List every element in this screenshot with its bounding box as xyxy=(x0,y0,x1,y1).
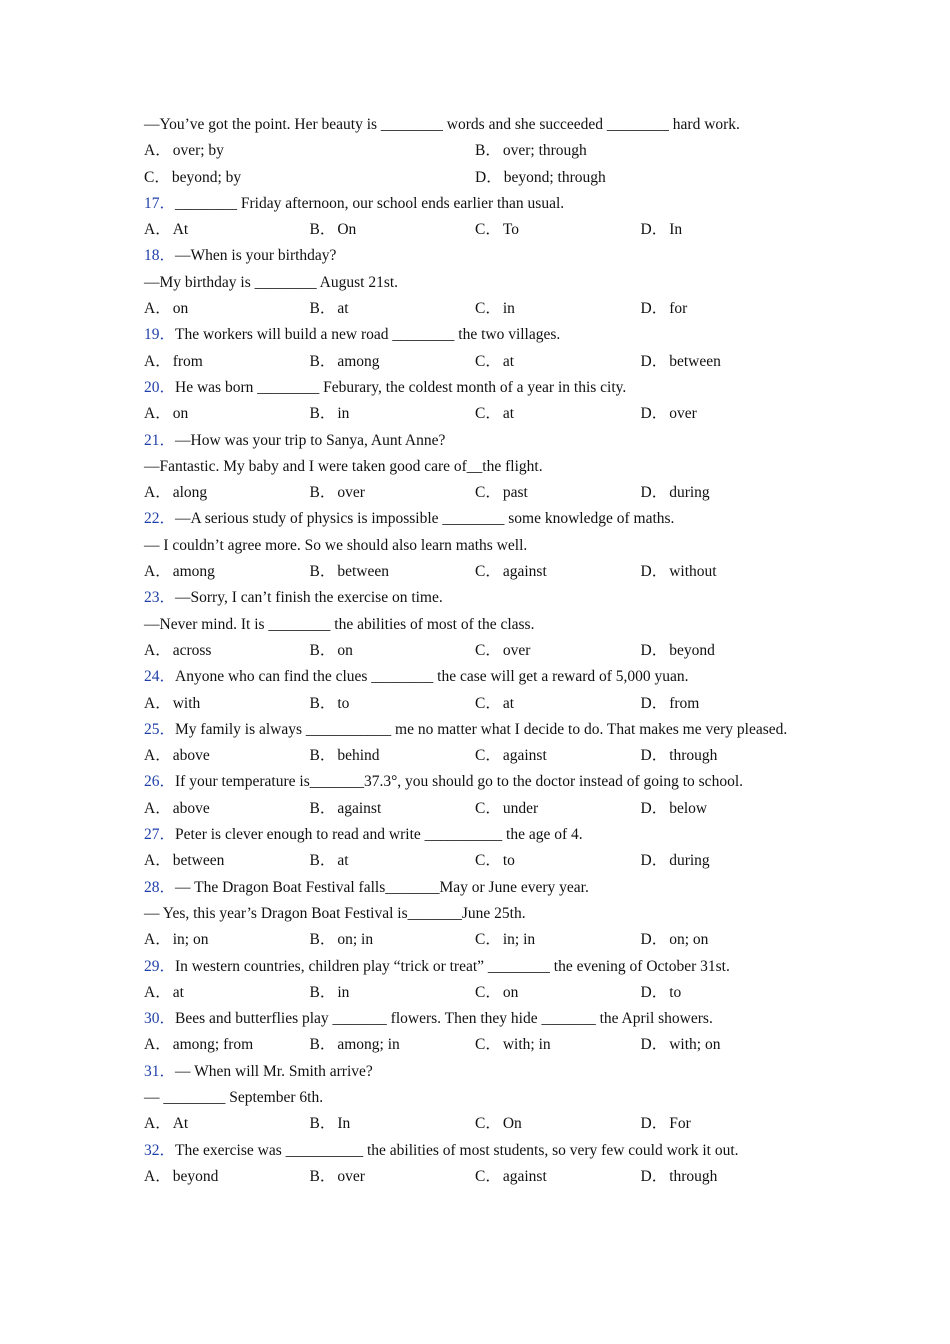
option-text: under xyxy=(502,799,539,817)
option-b xyxy=(310,1164,476,1190)
option-letter: C． xyxy=(475,1036,501,1054)
options-row xyxy=(144,638,824,664)
option-d xyxy=(641,743,807,769)
option-letter: B． xyxy=(309,1115,336,1133)
option-letter: B． xyxy=(309,799,336,817)
option-text: from xyxy=(172,352,203,370)
option-text: to xyxy=(337,694,350,712)
question-text: Bees and butterflies play _______ flowers. Then they hide _______ the April showers. xyxy=(175,1010,713,1028)
option-letter: D． xyxy=(640,1115,668,1133)
option-letter: D． xyxy=(640,694,668,712)
question-block xyxy=(144,1006,824,1059)
option-letter: C． xyxy=(475,221,501,239)
question-stem: —You’ve got the point. Her beauty is ________ words and she succeeded ________ hard work. xyxy=(144,116,740,133)
option-a xyxy=(144,217,310,243)
option-b xyxy=(310,401,476,427)
options-row xyxy=(144,165,824,191)
option-c xyxy=(475,401,641,427)
question-dialogue-line xyxy=(144,1085,824,1111)
question-block xyxy=(144,428,824,507)
question-text: Anyone who can find the clues ________ the case will get a reward of 5,000 yuan. xyxy=(175,668,689,686)
option-c xyxy=(475,743,641,769)
option-text: between xyxy=(669,352,721,370)
option-letter: D． xyxy=(640,852,668,870)
option-text: over xyxy=(669,405,697,423)
option-text: at xyxy=(502,352,515,370)
option-b xyxy=(310,1111,476,1137)
option-b xyxy=(310,1032,476,1058)
question-block xyxy=(144,191,824,244)
option-letter: D． xyxy=(640,1036,668,1054)
option-text: At xyxy=(172,1115,189,1133)
option-letter: A． xyxy=(144,641,171,659)
option-b xyxy=(310,927,476,953)
option-text: behind xyxy=(337,747,380,765)
option-d xyxy=(641,1111,807,1137)
options-row xyxy=(144,1164,824,1190)
option-text: On xyxy=(502,1115,522,1133)
option-letter: C． xyxy=(475,300,501,318)
option-letter: C． xyxy=(475,931,501,949)
option-text: across xyxy=(172,641,212,659)
option-b xyxy=(310,559,476,585)
option-text: on xyxy=(172,405,189,423)
options-row xyxy=(144,401,824,427)
option-letter: A． xyxy=(144,747,171,765)
options-row xyxy=(144,1032,824,1058)
options-row xyxy=(144,980,824,1006)
question-block xyxy=(144,822,824,875)
question-block xyxy=(144,664,824,717)
question-stem xyxy=(144,664,824,690)
question-number: 28． xyxy=(144,878,176,896)
question-stem xyxy=(144,375,824,401)
question-text: ________ Friday afternoon, our school ends earlier than usual. xyxy=(175,194,565,212)
question-stem xyxy=(144,1006,824,1032)
option-letter: C． xyxy=(475,852,501,870)
option-text: over xyxy=(502,641,531,659)
question-number: 30． xyxy=(144,1010,176,1028)
option-letter: B． xyxy=(309,484,336,502)
option-letter: B． xyxy=(309,852,336,870)
option-c xyxy=(475,1032,641,1058)
option-text: to xyxy=(502,852,515,870)
option-text: with; in xyxy=(502,1036,551,1054)
option-text: over xyxy=(337,484,365,502)
question-number: 20． xyxy=(144,378,176,396)
option-letter: D． xyxy=(640,747,668,765)
question-block xyxy=(144,875,824,954)
option-b xyxy=(310,217,476,243)
question-stem xyxy=(144,243,824,269)
option-a xyxy=(144,349,310,375)
option-a xyxy=(144,796,310,822)
question-stem xyxy=(144,954,824,980)
question-text: —Fantastic. My baby and I were taken good care of__the flight. xyxy=(144,457,543,475)
option-b xyxy=(310,349,476,375)
question-block xyxy=(144,954,824,1007)
option-c xyxy=(475,1164,641,1190)
option-a xyxy=(144,401,310,427)
options-row xyxy=(144,296,824,322)
options-row xyxy=(144,138,824,164)
option-text: along xyxy=(172,484,208,502)
option-letter: D． xyxy=(640,641,668,659)
option-b xyxy=(310,480,476,506)
option-letter: A． xyxy=(144,799,171,817)
question-number: 22． xyxy=(144,510,176,528)
option-d xyxy=(641,848,807,874)
option-text: in; in xyxy=(502,931,536,949)
question-text: My family is always ___________ me no matter what I decide to do. That makes me very pleased. xyxy=(175,720,788,738)
option-a: A． over; by xyxy=(144,142,224,160)
option-letter: B． xyxy=(309,1036,336,1054)
question-text: —How was your trip to Sanya, Aunt Anne? xyxy=(175,431,446,449)
option-a xyxy=(144,1111,310,1137)
option-letter: B． xyxy=(309,983,336,1001)
question-dialogue-line xyxy=(144,901,824,927)
option-text: beyond xyxy=(669,641,715,659)
option-letter: B． xyxy=(309,1167,336,1185)
option-text: at xyxy=(172,983,184,1001)
question-list xyxy=(144,191,824,1190)
option-letter: B． xyxy=(309,300,336,318)
option-b xyxy=(310,691,476,717)
option-text: with; on xyxy=(669,1036,721,1054)
option-letter: C． xyxy=(475,352,501,370)
option-text: at xyxy=(337,300,349,318)
question-number: 19． xyxy=(144,326,176,344)
question-stem xyxy=(144,191,824,217)
option-text: between xyxy=(337,563,389,581)
option-d xyxy=(641,980,807,1006)
option-b: B． over; through xyxy=(475,142,587,160)
option-text: against xyxy=(502,1167,547,1185)
question-stem xyxy=(144,585,824,611)
option-d xyxy=(641,559,807,585)
question-number: 21． xyxy=(144,431,176,449)
question-block xyxy=(144,717,824,770)
question-text: — When will Mr. Smith arrive? xyxy=(175,1062,373,1080)
option-letter: C． xyxy=(475,1167,501,1185)
option-text: with xyxy=(172,694,201,712)
option-text: in xyxy=(337,405,350,423)
option-a xyxy=(144,743,310,769)
options-row xyxy=(144,349,824,375)
option-letter: C． xyxy=(475,1115,501,1133)
option-text: In xyxy=(337,1115,351,1133)
option-c xyxy=(475,1111,641,1137)
question-text: Peter is clever enough to read and write __________ the age of 4. xyxy=(175,826,583,844)
question-text: In western countries, children play “trick or treat” ________ the evening of October 31st. xyxy=(175,957,730,975)
option-text: without xyxy=(669,563,717,581)
question-dialogue-line xyxy=(144,454,824,480)
option-letter: D． xyxy=(640,352,668,370)
question-block xyxy=(144,1138,824,1191)
option-text: among xyxy=(172,563,215,581)
option-letter: B． xyxy=(309,563,336,581)
option-c xyxy=(475,480,641,506)
option-text: in xyxy=(337,983,350,1001)
option-d xyxy=(641,691,807,717)
options-row xyxy=(144,927,824,953)
question-text: — ________ September 6th. xyxy=(144,1088,324,1106)
option-c xyxy=(475,217,641,243)
option-c xyxy=(475,559,641,585)
question-text: — Yes, this year’s Dragon Boat Festival is_______June 25th. xyxy=(144,904,526,922)
question-block xyxy=(144,769,824,822)
option-text: above xyxy=(172,747,210,765)
options-row xyxy=(144,691,824,717)
option-a xyxy=(144,1032,310,1058)
option-text: In xyxy=(669,221,683,239)
option-letter: C． xyxy=(475,641,501,659)
option-letter: B． xyxy=(309,352,336,370)
option-text: among; from xyxy=(172,1036,254,1054)
option-letter: D． xyxy=(640,221,668,239)
option-letter: C． xyxy=(475,694,501,712)
question-text: —A serious study of physics is impossible ________ some knowledge of maths. xyxy=(175,510,675,528)
option-a xyxy=(144,559,310,585)
question-text: —My birthday is ________ August 21st. xyxy=(144,273,399,291)
option-letter: D． xyxy=(640,484,668,502)
option-text: below xyxy=(669,799,708,817)
question-block xyxy=(144,322,824,375)
options-row xyxy=(144,743,824,769)
option-text: against xyxy=(502,747,547,765)
question-number: 23． xyxy=(144,589,176,607)
option-letter: C． xyxy=(475,405,501,423)
option-b xyxy=(310,848,476,874)
option-text: among xyxy=(337,352,380,370)
question-stem xyxy=(144,428,824,454)
question-stem xyxy=(144,1138,824,1164)
options-row xyxy=(144,848,824,874)
question-text: —Sorry, I can’t finish the exercise on time. xyxy=(175,589,443,607)
option-b xyxy=(310,796,476,822)
question-number: 26． xyxy=(144,773,176,791)
question-stem xyxy=(144,875,824,901)
option-text: on xyxy=(172,300,189,318)
option-letter: D． xyxy=(640,563,668,581)
option-letter: A． xyxy=(144,694,171,712)
option-text: at xyxy=(337,852,349,870)
option-letter: C． xyxy=(475,747,501,765)
question-block xyxy=(144,375,824,428)
option-a xyxy=(144,848,310,874)
option-letter: C． xyxy=(475,799,501,817)
option-letter: A． xyxy=(144,563,171,581)
option-a xyxy=(144,296,310,322)
option-letter: A． xyxy=(144,1167,171,1185)
question-number: 18． xyxy=(144,247,176,265)
option-letter: B． xyxy=(309,931,336,949)
option-letter: C． xyxy=(475,563,501,581)
option-d xyxy=(641,927,807,953)
option-d xyxy=(641,1032,807,1058)
option-text: through xyxy=(669,747,718,765)
question-text: If your temperature is_______37.3°, you should go to the doctor instead of going to school. xyxy=(175,773,743,791)
options-row xyxy=(144,796,824,822)
option-c xyxy=(475,296,641,322)
option-letter: D． xyxy=(640,405,668,423)
option-d xyxy=(641,349,807,375)
option-letter: C． xyxy=(475,983,501,1001)
option-b xyxy=(310,743,476,769)
question-text: — I couldn’t agree more. So we should also learn maths well. xyxy=(144,536,528,554)
option-text: for xyxy=(669,300,688,318)
option-b xyxy=(310,296,476,322)
option-letter: A． xyxy=(144,1115,171,1133)
option-text: beyond xyxy=(172,1167,219,1185)
option-text: among; in xyxy=(337,1036,400,1054)
option-letter: B． xyxy=(309,405,336,423)
option-letter: B． xyxy=(309,641,336,659)
option-letter: D． xyxy=(640,799,668,817)
question-number: 25． xyxy=(144,720,176,738)
option-letter: B． xyxy=(309,747,336,765)
question-dialogue-line xyxy=(144,533,824,559)
option-letter: D． xyxy=(640,1167,668,1185)
option-text: on; on xyxy=(669,931,709,949)
option-text: in xyxy=(502,300,515,318)
question-block xyxy=(144,506,824,585)
option-letter: D． xyxy=(640,931,668,949)
question-stem xyxy=(144,322,824,348)
question-stem xyxy=(144,506,824,532)
question-block xyxy=(144,243,824,322)
option-d xyxy=(641,296,807,322)
option-d: D． beyond; through xyxy=(475,168,606,186)
option-letter: A． xyxy=(144,300,171,318)
option-letter: B． xyxy=(309,694,336,712)
option-letter: C． xyxy=(475,484,501,502)
options-row xyxy=(144,217,824,243)
question-stem xyxy=(144,1059,824,1085)
question-text: He was born ________ Feburary, the coldest month of a year in this city. xyxy=(175,378,627,396)
option-letter: A． xyxy=(144,931,171,949)
option-b xyxy=(310,980,476,1006)
option-text: at xyxy=(502,405,515,423)
question-stem xyxy=(144,717,824,743)
options-row xyxy=(144,1111,824,1137)
option-text: For xyxy=(669,1115,691,1133)
option-text: from xyxy=(669,694,700,712)
option-text: above xyxy=(172,799,210,817)
question-text: —When is your birthday? xyxy=(175,247,337,265)
option-a xyxy=(144,927,310,953)
option-text: on xyxy=(502,983,519,1001)
option-text: over xyxy=(337,1167,365,1185)
option-a xyxy=(144,1164,310,1190)
option-letter: A． xyxy=(144,983,171,1001)
option-text: On xyxy=(337,221,357,239)
option-text: at xyxy=(502,694,515,712)
option-d xyxy=(641,796,807,822)
question-number: 29． xyxy=(144,957,176,975)
worksheet-page xyxy=(144,112,824,1190)
question-text: The exercise was __________ the abilities of most students, so very few could work it out. xyxy=(175,1141,739,1159)
question-stem xyxy=(144,769,824,795)
question-stem xyxy=(144,822,824,848)
option-text: against xyxy=(502,563,547,581)
option-c xyxy=(475,349,641,375)
option-d xyxy=(641,401,807,427)
option-text: At xyxy=(172,221,189,239)
option-c xyxy=(475,796,641,822)
option-text: on; in xyxy=(337,931,374,949)
option-text: against xyxy=(337,799,382,817)
question-number: 24． xyxy=(144,668,176,686)
option-letter: B． xyxy=(309,221,336,239)
question-number: 31． xyxy=(144,1062,176,1080)
option-d xyxy=(641,217,807,243)
option-d xyxy=(641,1164,807,1190)
question-block xyxy=(144,585,824,664)
question-dialogue-line xyxy=(144,612,824,638)
option-text: between xyxy=(172,852,225,870)
options-row xyxy=(144,559,824,585)
option-text: to xyxy=(669,983,682,1001)
question-number: 32． xyxy=(144,1141,176,1159)
options-row xyxy=(144,480,824,506)
option-text: past xyxy=(502,484,528,502)
option-c xyxy=(475,927,641,953)
option-a xyxy=(144,638,310,664)
option-letter: A． xyxy=(144,852,171,870)
option-letter: A． xyxy=(144,405,171,423)
option-letter: A． xyxy=(144,484,171,502)
option-letter: A． xyxy=(144,352,171,370)
option-a xyxy=(144,480,310,506)
option-c xyxy=(475,848,641,874)
option-c: C． beyond; by xyxy=(144,168,242,186)
option-text: on xyxy=(337,641,353,659)
option-c xyxy=(475,638,641,664)
option-letter: A． xyxy=(144,1036,171,1054)
option-b xyxy=(310,638,476,664)
option-c xyxy=(475,980,641,1006)
option-c xyxy=(475,691,641,717)
question-dialogue-line xyxy=(144,270,824,296)
option-text: during xyxy=(669,852,710,870)
option-letter: D． xyxy=(640,300,668,318)
question-block xyxy=(144,1059,824,1138)
option-text: during xyxy=(669,484,710,502)
option-d xyxy=(641,638,807,664)
option-text: in; on xyxy=(172,931,209,949)
option-text: To xyxy=(502,221,519,239)
option-letter: D． xyxy=(640,983,668,1001)
question-number: 17． xyxy=(144,194,176,212)
question-text: —Never mind. It is ________ the abilities of most of the class. xyxy=(144,615,535,633)
question-text: — The Dragon Boat Festival falls_______May or June every year. xyxy=(175,878,589,896)
question-number: 27． xyxy=(144,826,176,844)
question-text: The workers will build a new road ________ the two villages. xyxy=(175,326,561,344)
option-letter: A． xyxy=(144,221,171,239)
option-a xyxy=(144,980,310,1006)
option-d xyxy=(641,480,807,506)
option-text: through xyxy=(669,1167,718,1185)
option-a xyxy=(144,691,310,717)
